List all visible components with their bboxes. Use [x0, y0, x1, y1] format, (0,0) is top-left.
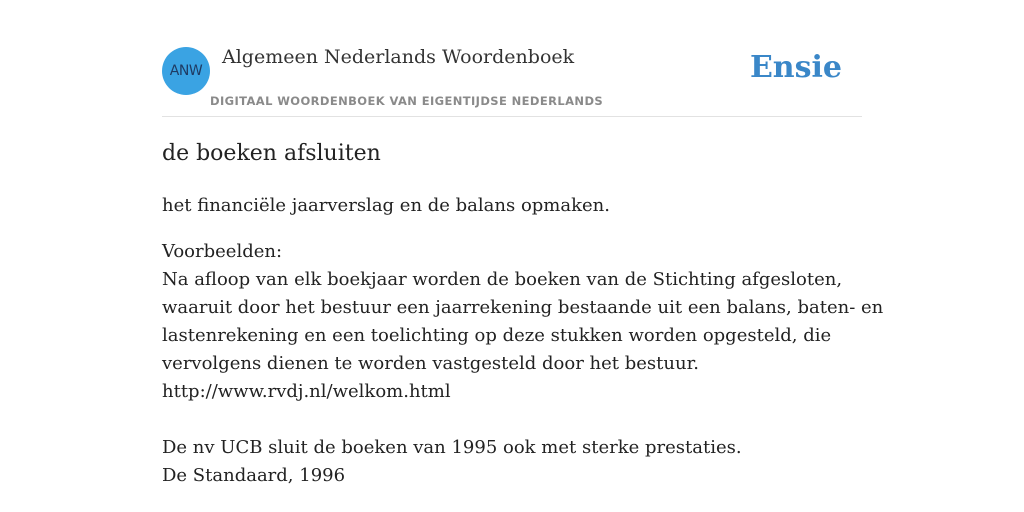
- ensie-brand-link[interactable]: Ensie: [749, 50, 842, 85]
- example-divider: [162, 406, 862, 434]
- headword: de boeken afsluiten: [162, 141, 381, 166]
- examples-label: Voorbeelden:: [162, 241, 283, 262]
- example-line: waaruit door het bestuur een jaarrekening bestaande uit een balans, baten- en: [162, 297, 884, 318]
- example-source: http://www.rvdj.nl/welkom.html: [162, 381, 451, 402]
- site-header: [162, 46, 862, 117]
- example-line: lastenrekening en een toelichting op deze stukken worden opgesteld, die: [162, 325, 832, 346]
- anw-logo[interactable]: ANW: [162, 47, 210, 95]
- dictionary-subtitle: DIGITAAL WOORDENBOEK VAN EIGENTIJDSE NEDERLANDS: [210, 94, 604, 108]
- example-line: vervolgens dienen te worden vastgesteld door het bestuur.: [162, 353, 699, 374]
- entry-content: [162, 138, 884, 490]
- example-line: Na afloop van elk boekjaar worden de boeken van de Stichting afgesloten,: [162, 269, 843, 290]
- dictionary-title[interactable]: Algemeen Nederlands Woordenboek: [222, 46, 575, 68]
- example-line: De nv UCB sluit de boeken van 1995 ook met sterke prestaties.: [162, 437, 742, 458]
- definition: het financiële jaarverslag en de balans opmaken.: [162, 195, 610, 216]
- examples-section: [162, 238, 884, 490]
- example-source: De Standaard, 1996: [162, 465, 346, 486]
